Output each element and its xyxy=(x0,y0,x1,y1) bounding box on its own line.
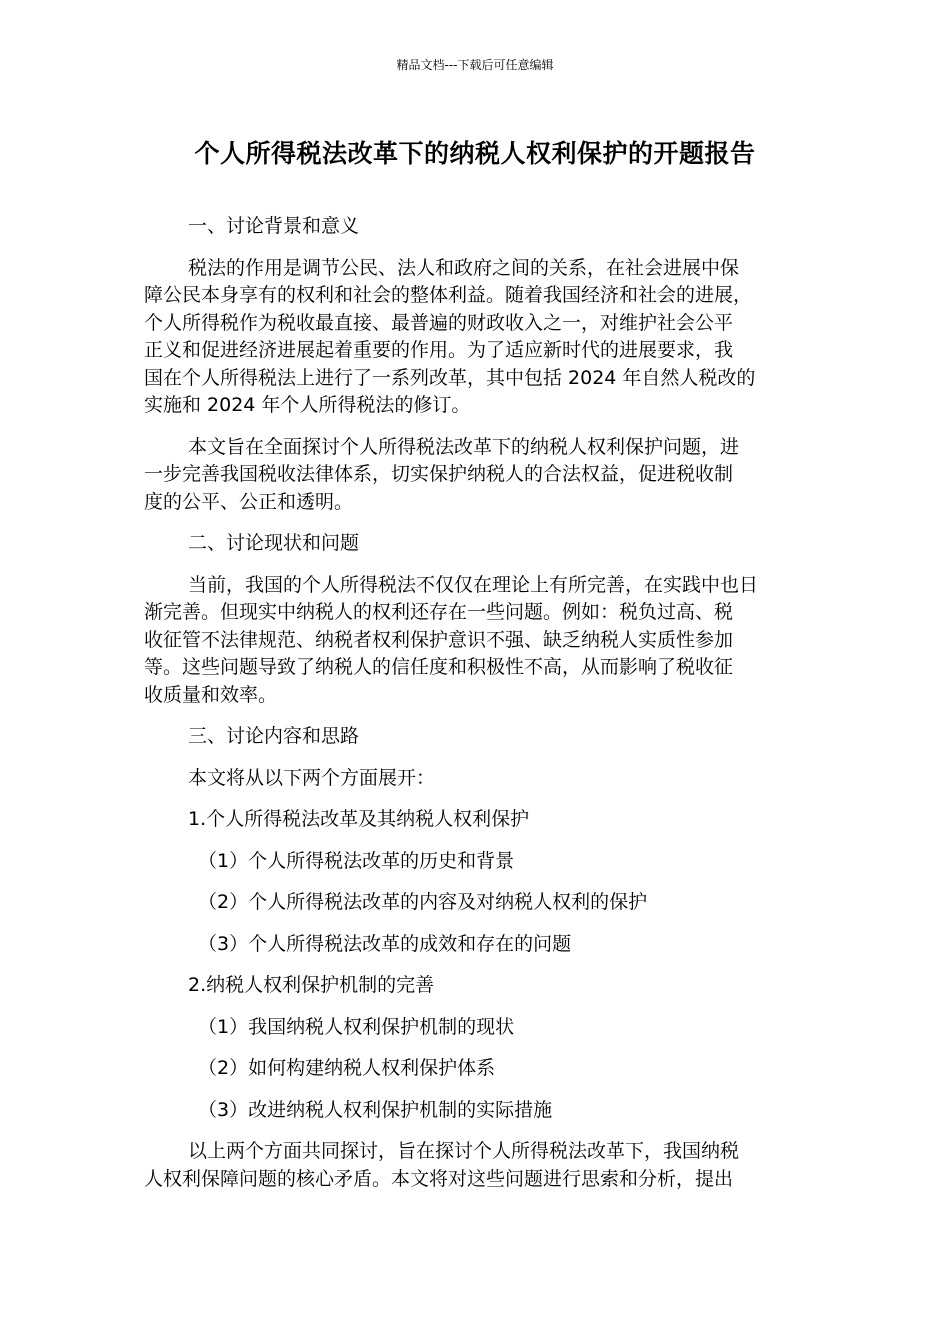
list-item-reform: 1.个人所得税法改革及其纳税人权利保护 xyxy=(188,808,530,830)
section-heading-status: 二、讨论现状和问题 xyxy=(188,532,360,554)
paragraph-conclusion: 以上两个方面共同探讨，旨在探讨个人所得税法改革下，我国纳税 人权利保障问题的核心矛盾。本文将对这些问题进行思索和分析，提出 xyxy=(144,1140,740,1190)
paragraph-purpose: 本文旨在全面探讨个人所得税法改革下的纳税人权利保护问题，进 一步完善我国税收法律体系，切实保护纳税人的合法权益，促进税收制 度的公平、公正和透明。 xyxy=(144,435,740,513)
paragraph-current-problems: 当前，我国的个人所得税法不仅仅在理论上有所完善，在实践中也日 渐完善。但现实中纳税人的权利还存在一些问题。例如：税负过高、税 收征管不法律规范、纳税者权利保护意识不强、缺乏纳税人实质性参加 等。这些问题导致了纳税人的信任度和积极性不高，从而影响了税收征 收质量和效率。 xyxy=(144,573,759,706)
section-heading-content: 三、讨论内容和思路 xyxy=(188,725,360,747)
sub-item-history: （1）个人所得税法改革的历史和背景 xyxy=(198,849,515,872)
document-body xyxy=(144,213,808,1207)
sub-item-mechanism-status: （1）我国纳税人权利保护机制的现状 xyxy=(198,1015,515,1038)
header-note: 精品文档---下载后可任意编辑 xyxy=(396,58,554,72)
sub-item-reform-content: （2）个人所得税法改革的内容及对纳税人权利的保护 xyxy=(198,891,648,913)
section-heading-background: 一、讨论背景和意义 xyxy=(188,215,360,237)
document-title: 个人所得税法改革下的纳税人权利保护的开题报告 xyxy=(194,139,756,168)
sub-item-improve-measures: （3）改进纳税人权利保护机制的实际措施 xyxy=(198,1098,553,1121)
paragraph-tax-law-role: 税法的作用是调节公民、法人和政府之间的关系，在社会进展中保 障公民本身享有的权利和社会的整体利益。随着我国经济和社会的进展， 个人所得税作为税收最直接、最普遍的财政收入之一，对维护社会公平 正义和促进经济进展起着重要的作用。为了适应新时代的进展要求，我 国在个人所得税法上进行了一系列改革，其中包括 2024 年自然人税改的 实施和 2024 年个人所得税法的修订。 xyxy=(144,256,756,416)
content-intro: 本文将从以下两个方面展开： xyxy=(188,766,436,789)
sub-item-reform-results: （3）个人所得税法改革的成效和存在的问题 xyxy=(198,932,572,955)
list-item-mechanism: 2.纳税人权利保护机制的完善 xyxy=(188,974,435,996)
sub-item-build-system: （2）如何构建纳税人权利保护体系 xyxy=(198,1057,496,1079)
